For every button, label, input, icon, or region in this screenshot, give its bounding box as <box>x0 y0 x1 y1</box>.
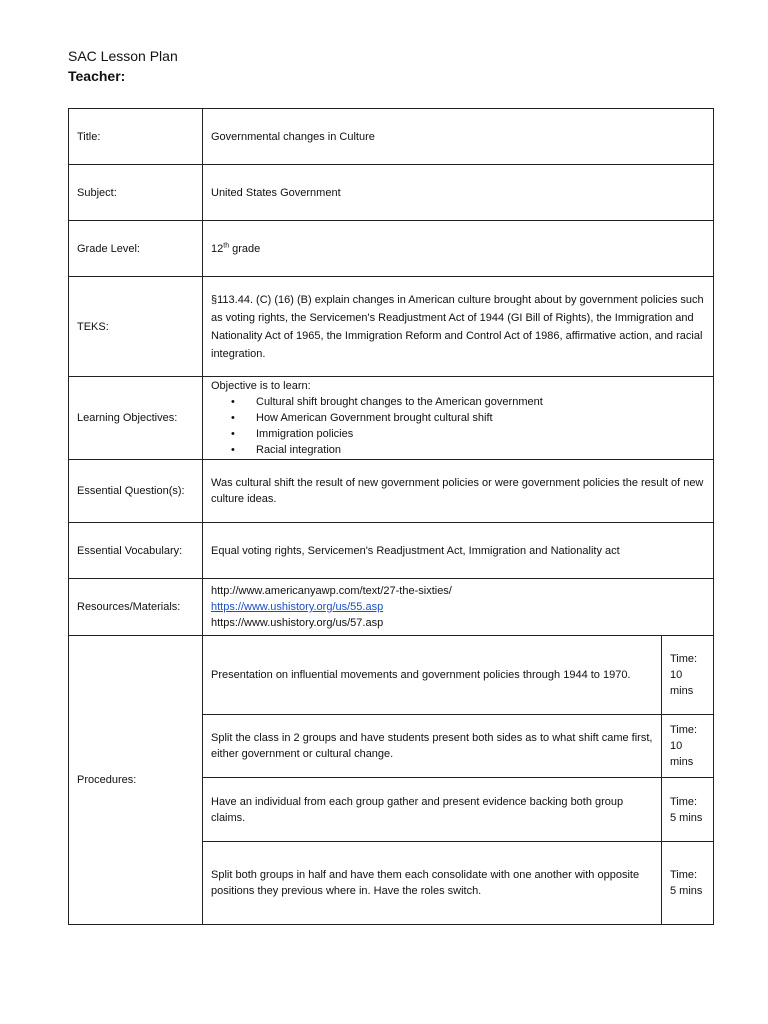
grade-label: Grade Level: <box>69 221 203 277</box>
procedure-time: Time: 5 mins <box>662 842 714 925</box>
lesson-plan-table <box>68 108 714 925</box>
table-row <box>69 579 714 636</box>
procedure-step: Split the class in 2 groups and have students present both sides as to what shift came first, either government or cultural change. <box>203 715 662 778</box>
objectives-label: Learning Objectives: <box>69 377 203 460</box>
resources-cell <box>203 579 714 636</box>
resource-link-2[interactable]: https://www.ushistory.org/us/55.asp <box>211 601 384 613</box>
list-item: • Racial integration <box>211 442 705 458</box>
essential-question-value: Was cultural shift the result of new government policies or were government policies the result of new culture ideas. <box>203 460 714 523</box>
grade-suffix: th <box>223 241 230 249</box>
objectives-list <box>211 394 705 458</box>
resource-link-1[interactable]: http://www.americanyawp.com/text/27-the-sixties/ <box>211 585 452 597</box>
subject-value: United States Government <box>203 165 714 221</box>
table-row <box>69 165 714 221</box>
procedure-step: Have an individual from each group gather and present evidence backing both group claims. <box>203 778 662 842</box>
table-row <box>69 277 714 377</box>
procedure-step: Presentation on influential movements and government policies through 1944 to 1970. <box>203 636 662 715</box>
list-item: • Cultural shift brought changes to the American government <box>211 394 705 410</box>
vocabulary-label: Essential Vocabulary: <box>69 523 203 579</box>
resources-label: Resources/Materials: <box>69 579 203 636</box>
grade-number: 12 <box>211 242 224 255</box>
teks-label: TEKS: <box>69 277 203 377</box>
title-value: Governmental changes in Culture <box>203 109 714 165</box>
objectives-intro: Objective is to learn: <box>211 380 311 392</box>
document-title: SAC Lesson Plan <box>68 48 178 64</box>
title-label: Title: <box>69 109 203 165</box>
objectives-cell <box>203 377 714 460</box>
procedure-time: Time: 10 mins <box>662 636 714 715</box>
teks-value: §113.44. (C) (16) (B) explain changes in American culture brought about by government policies such as voting rights, the Servicemen's Readjustment Act of 1944 (GI Bill of Rights), the Immigration and Nationality Act of 1965, the Immigration Reform and Control Act of 1986, affirmative action, and racial integration. <box>203 277 714 377</box>
procedure-time: Time: 5 mins <box>662 778 714 842</box>
table-row <box>69 221 714 277</box>
procedures-label: Procedures: <box>69 636 203 925</box>
table-row <box>69 460 714 523</box>
table-row <box>69 377 714 460</box>
resource-link-3[interactable]: https://www.ushistory.org/us/57.asp <box>211 617 384 629</box>
table-row <box>69 523 714 579</box>
grade-word: grade <box>229 242 261 255</box>
procedure-step: Split both groups in half and have them each consolidate with one another with opposite positions they previous where in. Have the roles switch. <box>203 842 662 925</box>
table-row <box>69 636 714 715</box>
list-item: • How American Government brought cultural shift <box>211 410 705 426</box>
teacher-label: Teacher: <box>68 68 126 84</box>
document-header <box>68 46 178 86</box>
grade-value <box>203 221 714 277</box>
subject-label: Subject: <box>69 165 203 221</box>
table-row <box>69 109 714 165</box>
vocabulary-value: Equal voting rights, Servicemen's Readjustment Act, Immigration and Nationality act <box>203 523 714 579</box>
procedure-time: Time: 10 mins <box>662 715 714 778</box>
list-item: • Immigration policies <box>211 426 705 442</box>
essential-question-label: Essential Question(s): <box>69 460 203 523</box>
